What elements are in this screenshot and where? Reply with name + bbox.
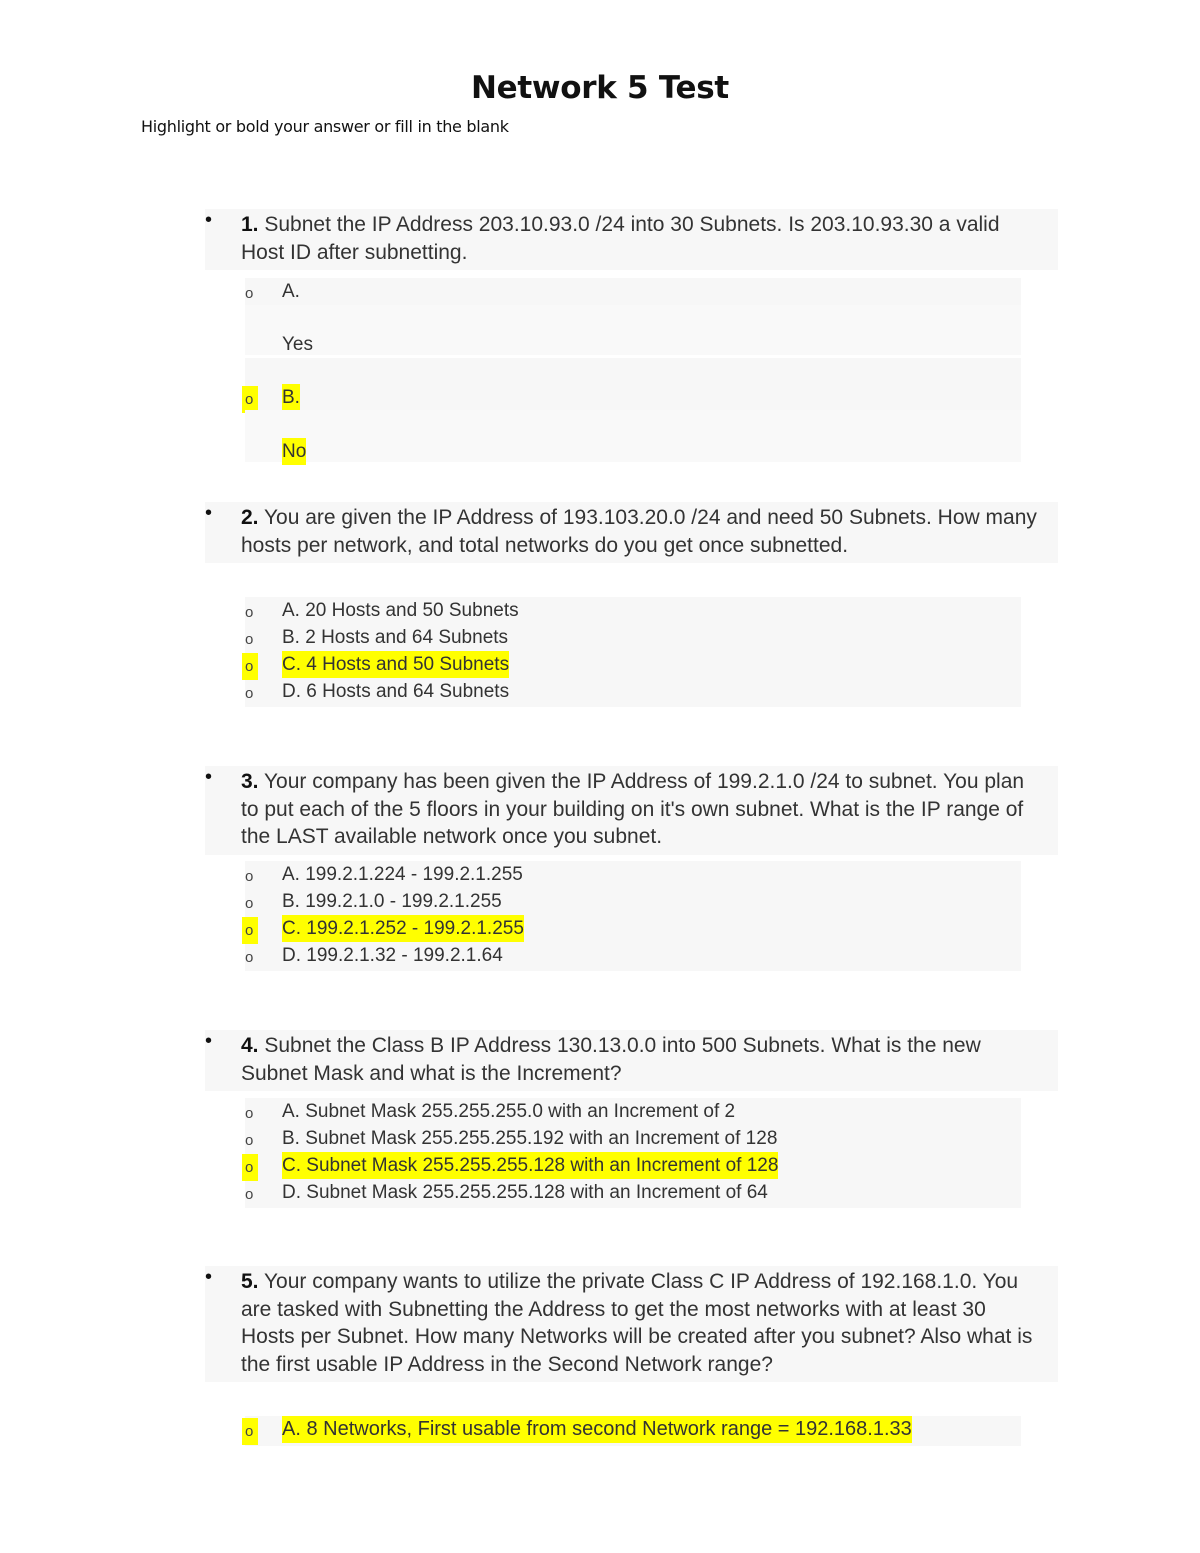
option-4c[interactable] [245, 1152, 1021, 1179]
question-2 [205, 502, 1058, 563]
option-text: B. 2 Hosts and 64 Subnets [282, 627, 509, 648]
question-5 [205, 1266, 1058, 1382]
option-marker-icon: o [245, 949, 254, 966]
option-1a[interactable] [245, 278, 1021, 305]
question-4-text [241, 1032, 1058, 1087]
options-3 [245, 861, 1021, 971]
bullet-icon: • [205, 1266, 213, 1288]
question-1 [205, 209, 1058, 270]
question-prompt: Your company has been given the IP Address of 199.2.1.0 /24 to subnet. You plan to put each of the 5 floors in your building on it's own subnet. What is the IP range of the LAST available network once you subnet. [241, 770, 1025, 848]
question-prompt: Subnet the Class B IP Address 130.13.0.0 into 500 Subnets. What is the new Subnet Mask and what is the Increment? [241, 1034, 981, 1085]
option-text: D. 199.2.1.32 - 199.2.1.64 [282, 945, 503, 966]
bullet-icon: • [205, 209, 213, 231]
option-5a[interactable] [245, 1416, 1021, 1443]
option-answer: No [282, 438, 306, 465]
option-marker-icon: o [245, 1132, 254, 1149]
option-text: C. 4 Hosts and 50 Subnets [282, 651, 509, 678]
option-text: C. 199.2.1.252 - 199.2.1.255 [282, 915, 524, 942]
option-2d[interactable] [245, 678, 1021, 705]
option-1b[interactable] [245, 384, 1021, 411]
bullet-icon: • [205, 1030, 213, 1052]
option-1b-answer[interactable] [245, 438, 1021, 465]
options-4 [245, 1098, 1021, 1208]
option-2c[interactable] [245, 651, 1021, 678]
option-text: A. 199.2.1.224 - 199.2.1.255 [282, 864, 523, 885]
question-number: 2. [241, 506, 259, 529]
option-3a[interactable] [245, 861, 1021, 888]
option-marker-icon: o [245, 868, 254, 885]
question-prompt: You are given the IP Address of 193.103.20.0 /24 and need 50 Subnets. How many hosts per network, and total networks do you get once subnetted. [241, 506, 1037, 557]
option-marker-icon: o [242, 1154, 258, 1181]
option-text: B. 199.2.1.0 - 199.2.1.255 [282, 891, 502, 912]
question-number: 5. [241, 1270, 259, 1293]
option-marker-icon: o [242, 917, 258, 944]
option-marker-icon: o [245, 1186, 254, 1203]
option-answer-1a-row [245, 305, 1021, 355]
option-3d[interactable] [245, 942, 1021, 969]
option-4d[interactable] [245, 1179, 1021, 1206]
option-text: D. Subnet Mask 255.255.255.128 with an Increment of 64 [282, 1182, 768, 1203]
option-3c[interactable] [245, 915, 1021, 942]
options-2 [245, 597, 1021, 707]
question-1-text [241, 211, 1058, 266]
question-4 [205, 1030, 1058, 1091]
question-number: 3. [241, 770, 259, 793]
option-marker-icon: o [242, 1418, 258, 1445]
option-answer: Yes [282, 334, 313, 355]
option-1a-answer[interactable] [245, 331, 1021, 358]
option-text: A. Subnet Mask 255.255.255.0 with an Increment of 2 [282, 1101, 736, 1122]
option-4b[interactable] [245, 1125, 1021, 1152]
page-title: Network 5 Test [471, 70, 729, 106]
option-text: A. 20 Hosts and 50 Subnets [282, 600, 519, 621]
option-marker-icon: o [245, 685, 254, 702]
question-3 [205, 766, 1058, 855]
question-number: 1. [241, 213, 259, 236]
question-5-text [241, 1268, 1058, 1378]
option-3b[interactable] [245, 888, 1021, 915]
bullet-icon: • [205, 502, 213, 524]
option-marker-icon: o [245, 285, 254, 302]
option-row-1b [245, 358, 1021, 410]
option-text: A. 8 Networks, First usable from second Network range = 192.168.1.33 [282, 1416, 912, 1443]
question-2-text [241, 504, 1058, 559]
option-marker-icon: o [242, 653, 258, 680]
bullet-icon: • [205, 766, 213, 788]
option-2b[interactable] [245, 624, 1021, 651]
option-answer-1b-row [245, 410, 1021, 462]
question-3-text [241, 768, 1058, 851]
option-row-1a [245, 278, 1021, 305]
instructions: Highlight or bold your answer or fill in the blank [141, 117, 509, 136]
option-label: A. [282, 281, 300, 302]
question-number: 4. [241, 1034, 259, 1057]
option-text: D. 6 Hosts and 64 Subnets [282, 681, 510, 702]
option-4a[interactable] [245, 1098, 1021, 1125]
option-marker-icon: o [245, 631, 254, 648]
option-text: B. Subnet Mask 255.255.255.192 with an Increment of 128 [282, 1128, 778, 1149]
option-2a[interactable] [245, 597, 1021, 624]
option-marker-icon: o [245, 895, 254, 912]
option-label: B. [282, 384, 300, 411]
option-text: C. Subnet Mask 255.255.255.128 with an Increment of 128 [282, 1152, 778, 1179]
option-marker-icon: o [245, 1105, 254, 1122]
option-marker-icon: o [245, 604, 254, 621]
options-5 [245, 1416, 1021, 1446]
question-prompt: Subnet the IP Address 203.10.93.0 /24 into 30 Subnets. Is 203.10.93.30 a valid Host ID after subnetting. [241, 213, 1000, 264]
option-marker-icon: o [242, 386, 258, 413]
question-prompt: Your company wants to utilize the private Class C IP Address of 192.168.1.0. You are tasked with Subnetting the Address to get the most networks with at least 30 Hosts per Subnet. How many Networks will be created after you subnet? Also what is the first usable IP Address in the Second Network range? [241, 1270, 1033, 1376]
